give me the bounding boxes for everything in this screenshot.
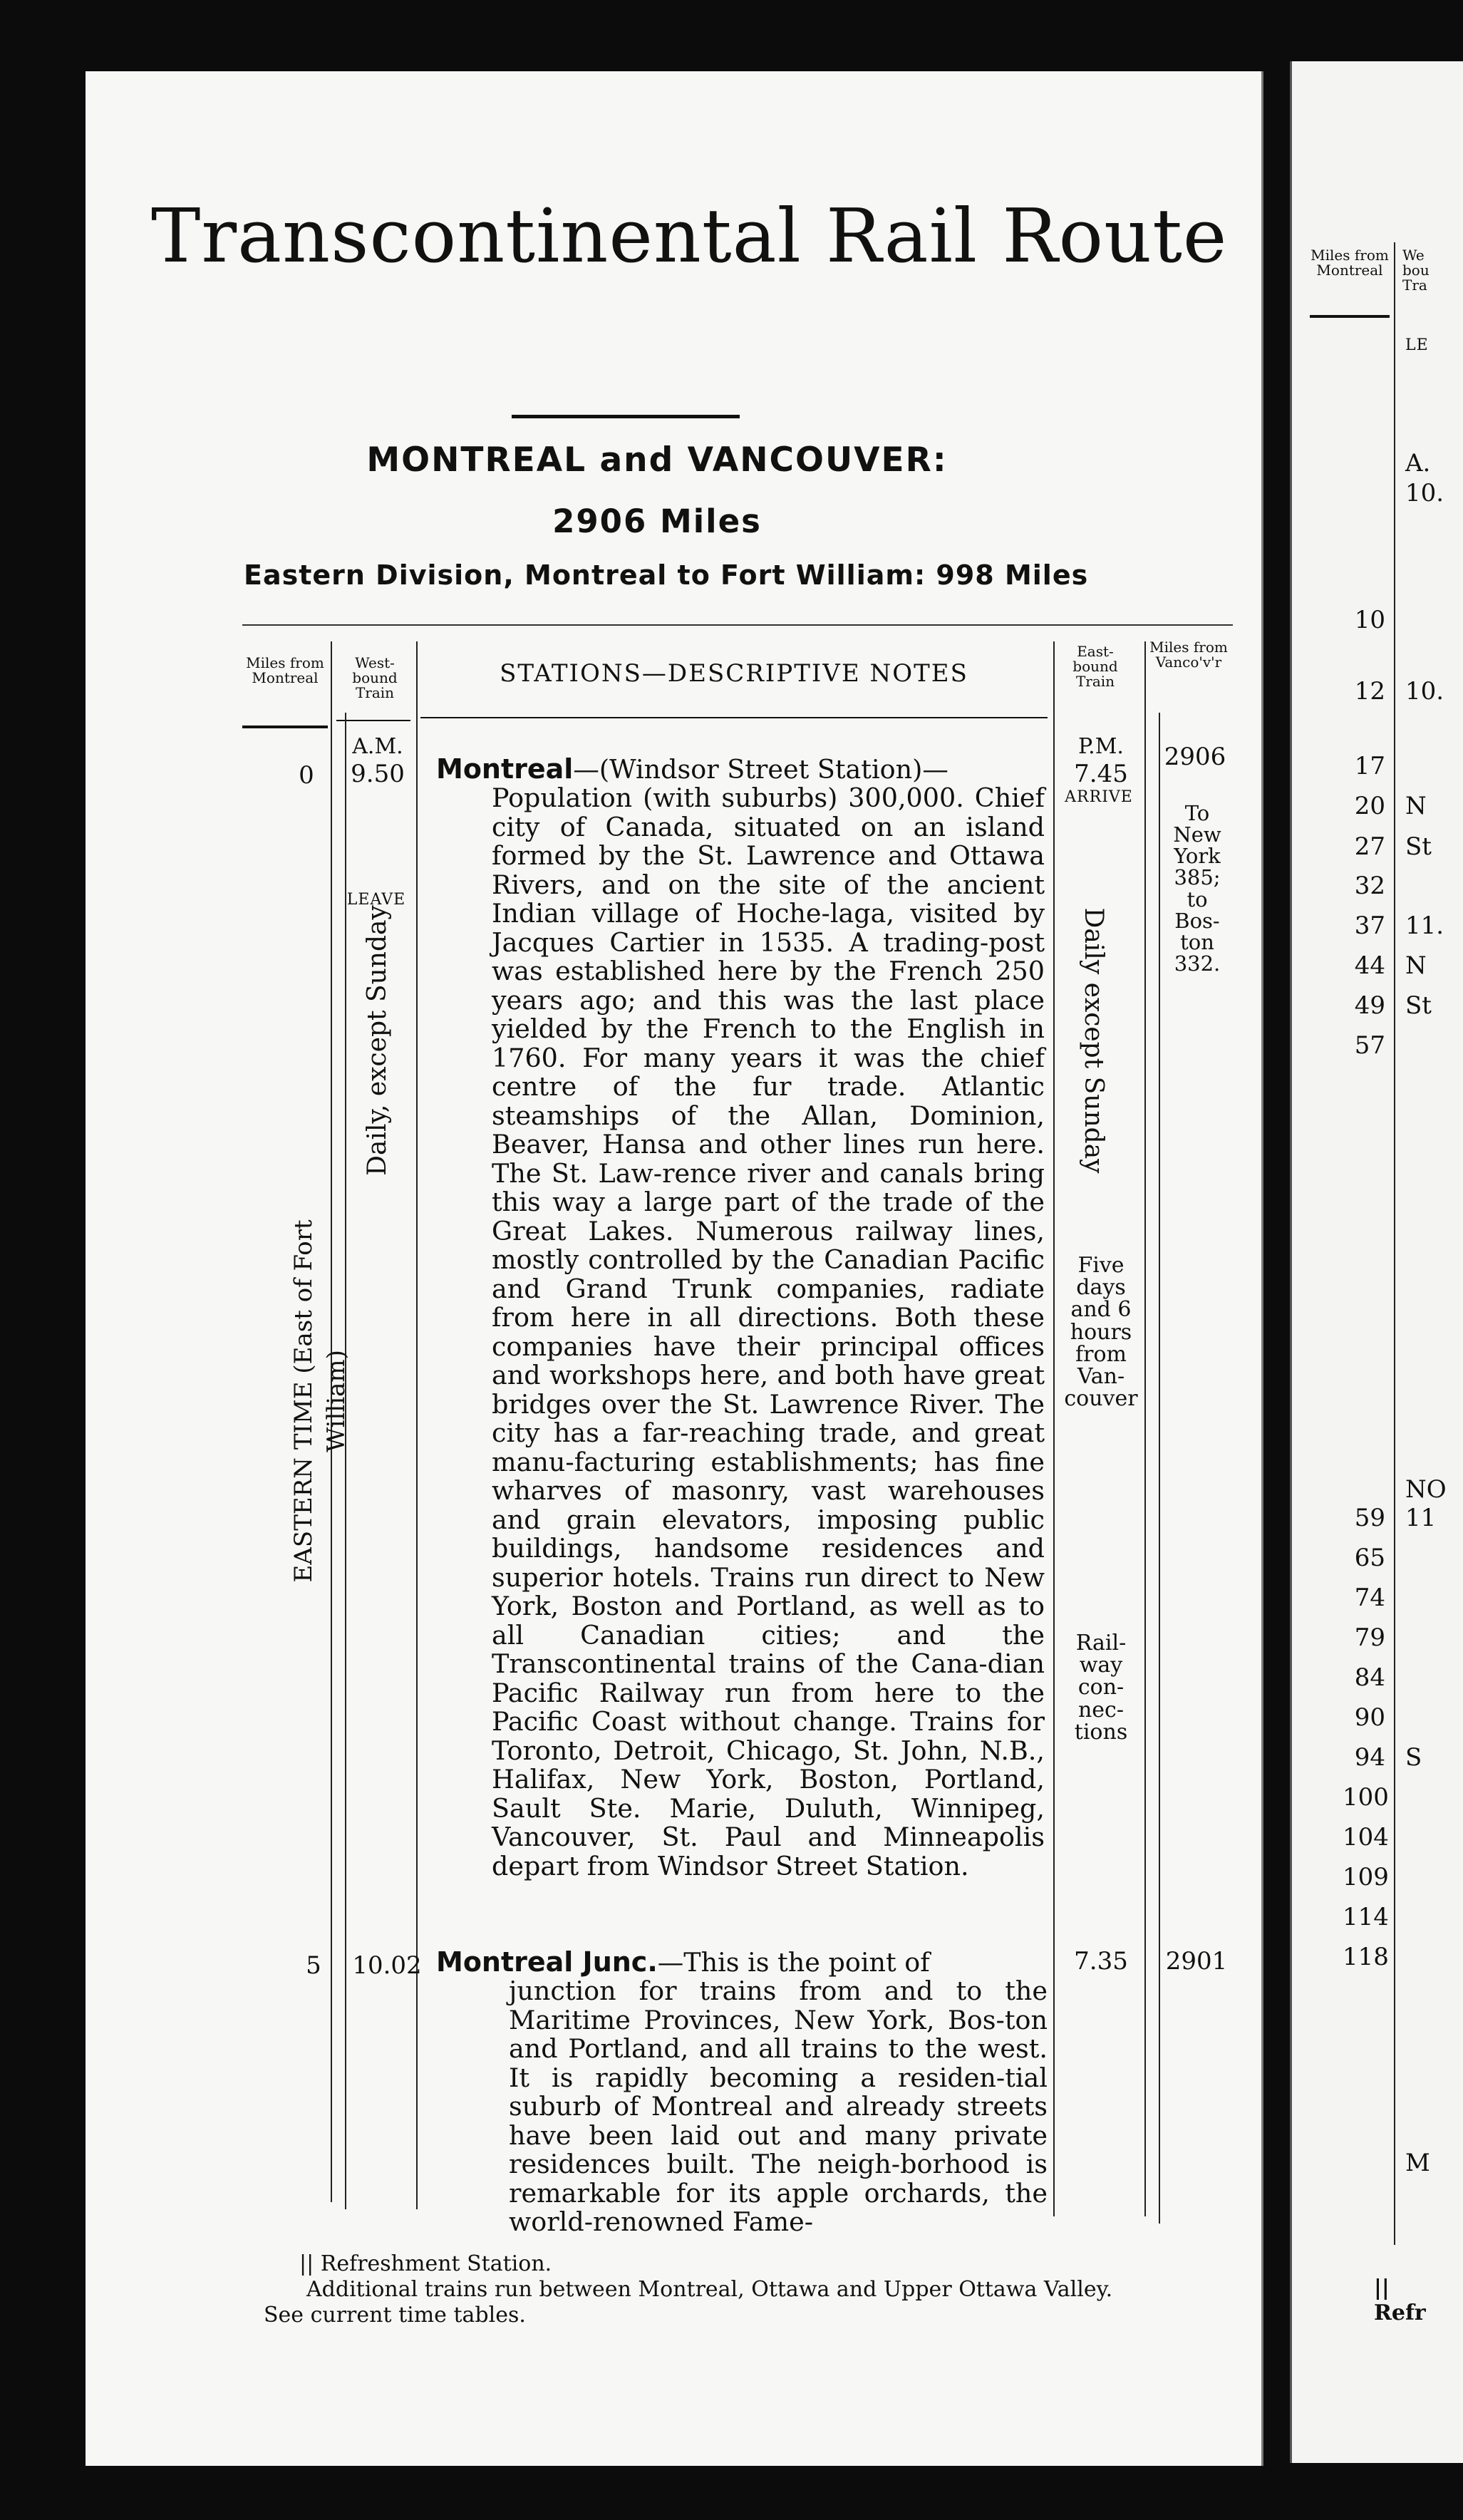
next-page-mile-value: 37 [1354, 912, 1385, 940]
col-header-stations: STATIONS—DESCRIPTIVE NOTES [500, 659, 968, 688]
eastbound-time: 7.35 [1074, 1947, 1128, 1976]
next-page-leave: LE [1405, 336, 1429, 354]
next-page-mile-value: 44 [1354, 951, 1385, 980]
next-page-mile-value: 10 [1354, 606, 1385, 634]
header-rule [336, 720, 410, 721]
eastbound-ampm: P.M. [1078, 734, 1124, 759]
daily-except-sunday-eastbound: Daily except Sunday [1079, 907, 1108, 1174]
westbound-time: 10.02 [352, 1951, 422, 1980]
footnote-refreshment: || Refreshment Station. [299, 2251, 552, 2276]
page-title: Transcontinental Rail Route [151, 192, 1228, 279]
miles-montreal-value: 0 [299, 761, 314, 790]
division-heading: Eastern Division, Montreal to Fort William: 998 Miles [244, 559, 1089, 591]
col-header-eastbound: East- bound Train [1072, 643, 1118, 690]
railway-connections-note: Rail- way con- nec- tions [1074, 1631, 1128, 1745]
next-page-mile-value: 27 [1354, 832, 1385, 861]
next-page-mile-value: 94 [1354, 1743, 1385, 1772]
column-rule [1144, 641, 1146, 2216]
station-description: Population (with suburbs) 300,000. Chief city of Canada, situated on an island formed by the St. Lawrence and Ottawa Rivers, and on the site of the ancient Indian village of Hoche-laga, visited by Jacques Cartier in 1535. A trading-post was established here by the French 250 years ago; and this was the last place yielded by the French to the English in 1760. For many years it was the chief centre of the fur trade. Atlantic steamships of the Allan, Dominion, Beaver, Hansa and other lines run here. The St. Law-rence river and canals bring this way a large part of the trade of the Great Lakes. Numerous railway lines, mostly controlled by the Canadian Pacific and Grand Trunk companies, radiate from here in all directions. Both these companies have their principal offices and workshops here, and both have great bridges over the St. Lawrence River. The city has a far-reaching trade, and great manu-facturing establishments; has fine wharves of masonry, vast warehouses and grain elevators, imposing public buildings, handsome residences and superior hotels. Trains run direct to New York, Boston and Portland, as well as to all Canadian cities; and the Transcontinental trains of the Cana-dian Pacific Railway run from here to the Pacific Coast without change. Trains for Toronto, Detroit, Chicago, St. John, N.B., Halifax, New York, Boston, Portland, Sault Ste. Marie, Duluth, Winnipeg, Vancouver, St. Paul and Minneapolis depart from Windsor Street Station. [492, 783, 1045, 1881]
column-rule [1053, 641, 1055, 2216]
leave-label: LEAVE [346, 891, 406, 909]
next-page-header-rule [1310, 315, 1390, 318]
next-page-fragment-text: St [1405, 832, 1432, 861]
next-page-fragment-text: A. [1405, 449, 1431, 477]
distance-note: To New York 385; to Bos- ton 332. [1173, 801, 1221, 976]
next-page-mile-value: 84 [1354, 1663, 1385, 1692]
col-header-miles-vancouver: Miles from Vanco'v'r [1149, 639, 1228, 671]
footnote-timetables: See current time tables. [264, 2303, 526, 2328]
miles-vancouver-value: 2906 [1164, 743, 1226, 771]
next-page-mile-value: 104 [1343, 1823, 1389, 1852]
title-divider [512, 415, 740, 418]
next-page-mile-value: 90 [1354, 1703, 1385, 1732]
station-first-line: —This is the point of [657, 1947, 930, 1978]
footnote-additional: Additional trains run between Montreal, Ottawa and Upper Ottawa Valley. [306, 2277, 1113, 2302]
miles-vancouver-value: 2901 [1165, 1947, 1228, 1976]
station-entry-montreal [436, 754, 1046, 785]
header-rule [242, 725, 328, 728]
col-header-westbound: West- bound Train [352, 654, 398, 701]
header-rule [420, 717, 1048, 718]
next-page-mile-value: 20 [1354, 792, 1385, 820]
table-top-rule [242, 624, 1233, 626]
right-page-fragment [1290, 61, 1463, 2463]
col-header-miles-montreal: Miles from Montreal [246, 654, 324, 686]
westbound-time: 9.50 [351, 760, 405, 788]
next-page-fragment-text: St [1405, 991, 1432, 1020]
next-page-mile-value: 59 [1354, 1504, 1385, 1532]
station-description: junction for trains from and to the Maritime Provinces, New York, Bos-ton and Portland, and all trains to the west. It is rapidly becoming a residen-tial suburb of Montreal and already streets have been laid out and many private residences built. The neigh-borhood is remarkable for its apple orchards, the world-renowned Fame- [509, 1976, 1048, 2237]
next-page-mile-value: 57 [1354, 1031, 1385, 1060]
next-page-fragment-text: M [1405, 2149, 1430, 2177]
next-page-mile-value: 74 [1354, 1584, 1385, 1612]
next-page-mile-value: 100 [1343, 1783, 1389, 1812]
next-page-fragment-text: 10. [1405, 479, 1444, 507]
next-page-fragment-text: S [1405, 1743, 1422, 1772]
next-page-fragment-text: NO [1405, 1475, 1447, 1504]
next-page-fragment-text: N [1405, 792, 1427, 820]
next-page-column-rule [1394, 242, 1395, 2245]
daily-except-sunday-westbound: Daily, except Sunday [363, 905, 392, 1176]
next-page-fragment-text: N [1405, 951, 1427, 980]
arrive-label: ARRIVE [1065, 788, 1133, 806]
station-first-line: —(Windsor Street Station)— [573, 754, 948, 785]
next-page-mile-value: 12 [1354, 677, 1385, 706]
eastbound-time: 7.45 [1074, 760, 1128, 788]
next-page-col-header-miles: Miles from Montreal [1311, 247, 1389, 279]
route-miles: 2906 Miles [552, 502, 762, 540]
column-rule [1159, 713, 1160, 2224]
westbound-ampm: A.M. [352, 734, 403, 759]
route-subtitle: MONTREAL and VANCOUVER: [366, 440, 948, 480]
next-page-mile-value: 114 [1343, 1903, 1389, 1931]
next-page-footnote: || Refr [1374, 2276, 1426, 2325]
next-page-col-header-westbound: We bou Tra [1402, 247, 1430, 294]
next-page-mile-value: 118 [1343, 1943, 1389, 1971]
next-page-mile-value: 17 [1354, 752, 1385, 780]
next-page-mile-value: 65 [1354, 1544, 1385, 1572]
travel-time-note: Five days and 6 hours from Van- couver [1064, 1253, 1138, 1412]
miles-montreal-value: 5 [306, 1951, 321, 1980]
station-entry-montreal-junc [436, 1947, 1049, 1978]
station-name: Montreal [436, 753, 574, 785]
next-page-mile-value: 32 [1354, 872, 1385, 900]
next-page-fragment-text: 11. [1405, 912, 1444, 940]
next-page-mile-value: 49 [1354, 991, 1385, 1020]
next-page-mile-value: 109 [1343, 1863, 1389, 1891]
station-name: Montreal Junc. [436, 1946, 658, 1978]
next-page-fragment-text: 10. [1405, 677, 1444, 706]
next-page-mile-value: 79 [1354, 1623, 1385, 1652]
eastern-time-label: EASTERN TIME (East of Fort William) [289, 1219, 351, 1583]
next-page-fragment-text: 11 [1405, 1504, 1437, 1532]
